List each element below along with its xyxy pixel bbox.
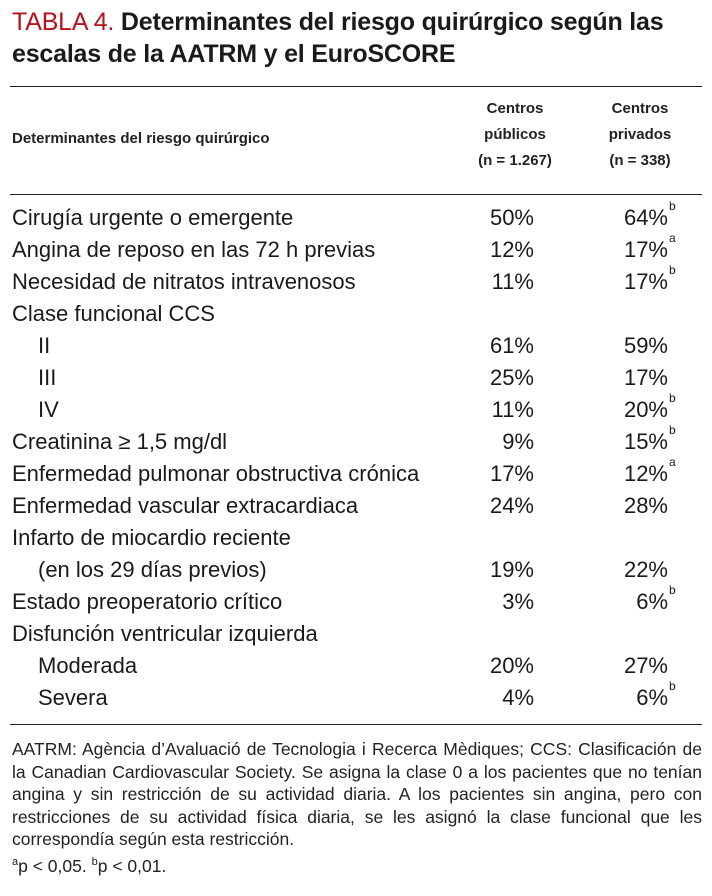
table-row — [12, 522, 702, 554]
table-row — [12, 199, 702, 234]
row-label: IV — [38, 397, 59, 422]
table-row — [12, 362, 702, 394]
sig-a-mark: a — [12, 855, 19, 868]
table-row — [12, 679, 702, 714]
significance-mark: b — [669, 583, 676, 597]
row-label: Moderada — [38, 653, 138, 678]
private-value-text: 20% — [623, 397, 668, 422]
public-value: 11% — [491, 397, 534, 422]
public-value: 3% — [502, 589, 534, 614]
public-value: 24% — [489, 493, 534, 518]
header-col-public: Centros públicos (n = 1.267) — [478, 100, 552, 169]
private-value — [636, 679, 676, 714]
row-label: (en los 29 días previos) — [38, 557, 267, 582]
private-value-text: 27% — [623, 653, 668, 678]
public-value: 11% — [491, 269, 534, 294]
row-label: Necesidad de nitratos intravenosos — [12, 269, 356, 294]
private-value — [623, 263, 676, 298]
header-rule — [10, 194, 702, 195]
table-footnote — [12, 738, 702, 877]
table-row — [12, 231, 702, 266]
row-label: Enfermedad vascular extracardiaca — [12, 493, 359, 518]
header-col-private: Centros privados (n = 338) — [608, 100, 672, 169]
private-value — [623, 231, 676, 266]
table-row — [12, 330, 702, 362]
row-label: Angina de reposo en las 72 h previas — [12, 237, 376, 262]
private-value — [624, 554, 668, 586]
row-label: Cirugía urgente o emergente — [12, 205, 294, 230]
row-label: Infarto de miocardio reciente — [12, 525, 291, 550]
significance-mark: a — [669, 455, 676, 469]
row-label: Severa — [38, 685, 108, 710]
private-value-text: 6% — [636, 685, 668, 710]
table-title — [12, 6, 702, 70]
private-value-text: 12% — [623, 461, 668, 486]
bottom-rule — [10, 724, 702, 725]
private-value — [624, 362, 668, 394]
table-row — [12, 391, 702, 426]
significance-mark: b — [669, 423, 676, 437]
public-value: 20% — [489, 653, 534, 678]
private-value-text: 17% — [623, 269, 668, 294]
significance-mark: b — [669, 679, 676, 693]
table-number: TABLA 4. — [12, 8, 115, 36]
public-value: 19% — [489, 557, 534, 582]
private-value-text: 6% — [636, 589, 668, 614]
table-row — [12, 583, 702, 618]
row-label: Enfermedad pulmonar obstructiva crónica — [12, 461, 420, 486]
table-row — [12, 618, 702, 650]
private-value — [636, 583, 676, 618]
row-label: Clase funcional CCS — [12, 301, 215, 326]
private-value — [624, 490, 668, 522]
private-value-text: 64% — [623, 205, 668, 230]
public-value: 17% — [489, 461, 534, 486]
sig-b-text: p < 0,01. — [97, 855, 167, 876]
table-row — [12, 298, 702, 330]
row-label: Estado preoperatorio crítico — [12, 589, 283, 614]
row-label: III — [38, 365, 57, 390]
public-value: 12% — [489, 237, 534, 262]
public-value: 61% — [489, 333, 534, 358]
row-label: Disfunción ventricular izquierda — [12, 621, 318, 646]
private-value — [623, 423, 676, 458]
table-row — [12, 423, 702, 458]
public-value: 25% — [489, 365, 534, 390]
private-value — [623, 391, 676, 426]
table-caption: Determinantes del riesgo quirúrgico según las escalas de la AATRM y el EuroSCORE — [12, 8, 664, 68]
significance-mark: b — [669, 263, 676, 277]
private-value — [623, 199, 676, 234]
private-value-text: 15% — [623, 429, 668, 454]
private-value-text: 22% — [623, 557, 668, 582]
significance-mark: b — [669, 199, 676, 213]
table-row — [12, 554, 702, 586]
private-value — [624, 650, 668, 682]
significance-mark: b — [669, 391, 676, 405]
sig-b-mark: b — [91, 855, 98, 868]
footnote-text: AATRM: Agència d’Avaluació de Tecnologia i Recerca Mèdiques; CCS: Clasificación de la Canadian Cardiovascular Society. Se asigna la clase 0 a los pacientes que no tenían angina y sin restricción de su actividad diaria. A los pacientes sin angina, pero con restricciones de su actividad física diaria, se les asignó la clase funcional que les correspondía según esta restricción. — [12, 739, 702, 849]
significance-mark: a — [669, 231, 676, 245]
row-label: II — [38, 333, 51, 358]
table-row — [12, 490, 702, 522]
top-rule — [10, 86, 702, 87]
private-value-text: 17% — [623, 365, 668, 390]
public-value: 50% — [489, 205, 534, 230]
private-value — [623, 455, 676, 490]
public-value: 4% — [502, 685, 534, 710]
table-row — [12, 263, 702, 298]
private-value-text: 17% — [623, 237, 668, 262]
sig-a-text: p < 0,05. — [18, 855, 87, 876]
header-row-label: Determinantes del riesgo quirúrgico — [12, 130, 270, 147]
table-row — [12, 650, 702, 682]
public-value: 9% — [502, 429, 534, 454]
table-row — [12, 455, 702, 490]
private-value — [624, 330, 668, 362]
private-value-text: 28% — [623, 493, 668, 518]
row-label: Creatinina ≥ 1,5 mg/dl — [12, 429, 228, 454]
private-value-text: 59% — [623, 333, 668, 358]
